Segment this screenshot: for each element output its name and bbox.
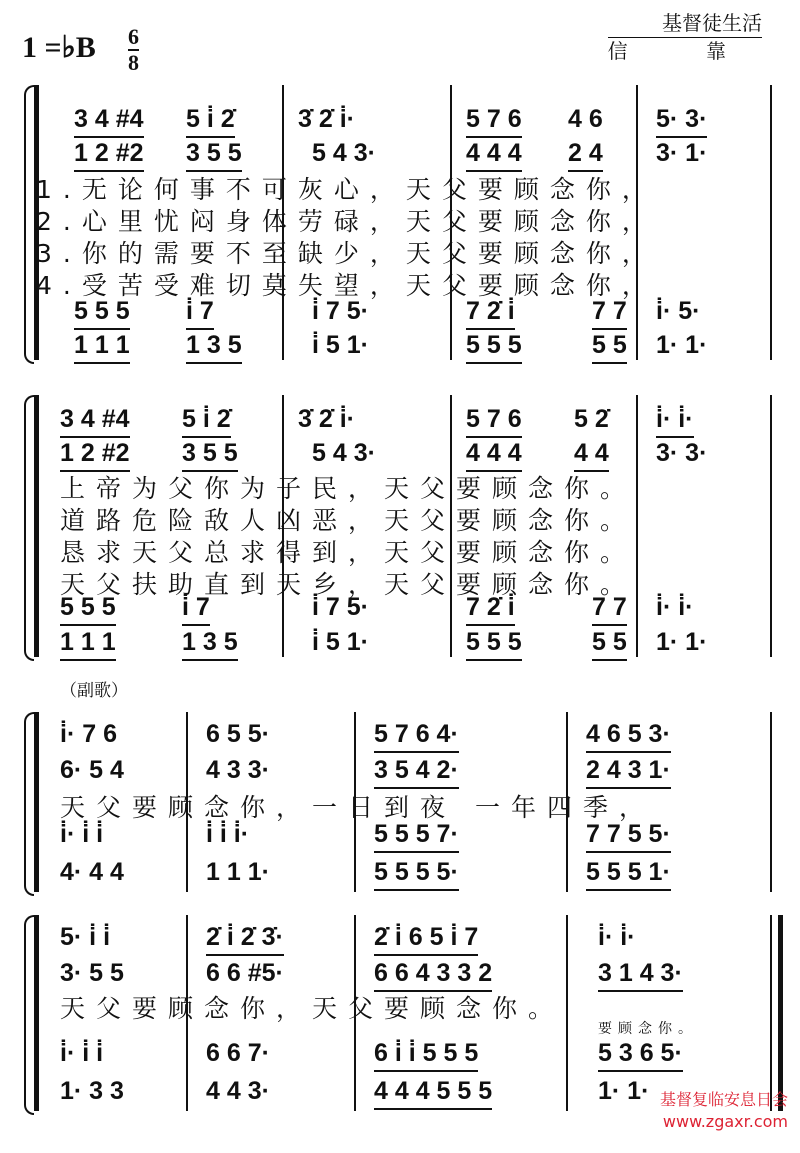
note-row [0,628,800,658]
note-group: 5 5 5 [60,593,116,626]
note-row [0,923,800,953]
note-group: 5 4 3· [312,139,376,167]
lyric-line: 道路危险敌人凶恶，天父要顾念你。 [60,506,637,535]
note-group: 3 4 #4 [74,105,144,138]
note-group: 3 1 4 3· [598,959,683,992]
note-group: 1· 3 3 [60,1077,124,1105]
note-group: 1 1 1 [60,628,116,661]
note-row [0,1039,800,1069]
note-row [0,858,800,888]
note-group: 6 5 5· [206,720,270,748]
note-group: 5 3 6 5· [598,1039,683,1072]
note-group: 6 6 7· [206,1039,270,1067]
song-attribution [608,10,762,64]
note-group: 4· 4 4 [60,858,124,886]
watermark [660,1089,788,1133]
note-row [0,959,800,989]
note-group: 5 5 5 [466,331,522,364]
score-system [0,915,800,1111]
lyric-line: 1.无论何事不可灰心，天父要顾念你， [36,175,658,204]
note-group: 3 5 5 [182,439,238,472]
note-group: 1· 1· [656,628,708,656]
note-group: 4 6 5 3· [586,720,671,753]
lyric-line: 恳求天父总求得到，天父要顾念你。 [60,538,637,567]
note-group: 7 2̇ i̇ [466,593,515,626]
note-group: 5 5 [592,331,627,364]
note-row [0,105,800,135]
time-signature-top: 6 [128,24,139,49]
note-row [0,720,800,750]
note-group: 4 6 [568,105,603,133]
note-group: 3· 5 5 [60,959,124,987]
time-signature [128,26,139,74]
note-group: 7 7 [592,297,627,330]
note-group: i̇· i̇· [656,405,694,438]
note-group: i̇ i̇ i̇· [206,820,250,848]
note-group: 4 3 3· [206,756,270,784]
note-group: 1· 1· [656,331,708,359]
note-group: 4 4 [574,439,609,472]
chorus-label: （副歌） [60,681,128,701]
note-group: 5 5 5 7· [374,820,459,853]
note-group: 1 3 5 [186,331,242,364]
note-row [0,331,800,361]
note-group: 5 5 5 5· [374,858,459,891]
note-group: 5 5 [592,628,627,661]
note-group: 1 3 5 [182,628,238,661]
note-group: 3· 1· [656,139,708,167]
note-group: 1 1 1 [74,331,130,364]
note-group: i̇ 7 5· [312,297,369,325]
lyric-line: 4.受苦受难切莫失望，天父要顾念你， [36,271,658,300]
note-group: 6 6 #5· [206,959,284,987]
note-group: 3̇ 2̇ i̇· [298,405,355,433]
note-group: 4 4 3· [206,1077,270,1105]
watermark-url: www.zgaxr.com [662,1112,788,1131]
note-group: 5· i̇ i̇ [60,923,111,951]
lyric-line: 天父要顾念你，天父要顾念你。 [60,994,565,1023]
source-label: 基督徒生活 [608,10,762,38]
note-row [0,405,800,435]
score-system [0,712,800,892]
note-group: i̇· i̇ i̇ [60,1039,104,1067]
note-row [0,756,800,786]
note-group: 5 7 6 4· [374,720,459,753]
note-group: i̇ 5 1· [312,331,369,359]
key-signature: 1 =♭B [22,31,96,64]
note-group: 6 i̇ i̇ 5 5 5 [374,1039,478,1072]
note-group: i̇· i̇· [656,593,694,621]
note-group: 2̇ i̇ 6 5 i̇ 7 [374,923,478,956]
author-label: 信 靠 [607,39,762,63]
note-group: i̇ 5 1· [312,628,369,656]
note-group: i̇· 5· [656,297,701,325]
note-group: i̇ 7 [182,593,210,626]
score-system [0,395,800,657]
note-group: 5 5 5 [466,628,522,661]
note-group: 5 i̇ 2̇ [182,405,231,438]
note-row [0,820,800,850]
note-group: 5 5 5 1· [586,858,671,891]
note-group: 2 4 3 1· [586,756,671,789]
lyric-line: 上帝为父你为子民，天父要顾念你。 [60,474,637,503]
note-group: 7 7 5 5· [586,820,671,853]
note-group: i̇ 7 [186,297,214,330]
note-group: 6· 5 4 [60,756,124,784]
note-group: i̇· 7 6 [60,720,117,748]
note-group: i̇· i̇· [598,923,636,951]
note-group: 5· 3· [656,105,707,138]
note-row [0,593,800,623]
note-group: 1 2 #2 [74,139,144,172]
time-signature-bottom: 8 [128,50,139,75]
note-group: 3· 3· [656,439,708,467]
note-group: 1 1 1· [206,858,270,886]
note-row [0,139,800,169]
lyric-line: 2.心里忧闷身体劳碌，天父要顾念你， [36,207,658,236]
note-group: 3 5 4 2· [374,756,459,789]
note-group: 4 4 4 [466,439,522,472]
lyric-line: 要顾念你。 [598,1021,698,1037]
note-group: i̇ 7 5· [312,593,369,621]
note-group: 4 4 4 [466,139,522,172]
note-group: 5 7 6 [466,405,522,438]
note-group: 3̇ 2̇ i̇· [298,105,355,133]
score-system [0,85,800,360]
note-group: 3 5 5 [186,139,242,172]
note-group: i̇· i̇ i̇ [60,820,104,848]
note-group: 1· 1· [598,1077,650,1105]
lyric-line: 天父扶助直到天乡，天父要顾念你。 [60,570,637,599]
lyric-line: 3.你的需要不至缺少，天父要顾念你， [36,239,658,268]
note-group: 3 4 #4 [60,405,130,438]
note-group: 4 4 4 5 5 5 [374,1077,492,1110]
watermark-name: 基督复临安息日会 [659,1090,788,1109]
note-group: 1 2 #2 [60,439,130,472]
note-row [0,439,800,469]
note-group: 6 6 4 3 3 2 [374,959,492,992]
note-group: 7 2̇ i̇ [466,297,515,330]
note-group: 7 7 [592,593,627,626]
note-group: 5 i̇ 2̇ [186,105,235,138]
note-row [0,297,800,327]
lyric-line: 天父要顾念你，一日到夜 一年四季， [60,793,655,822]
note-group: 5 5 5 [74,297,130,330]
note-group: 2 4 [568,139,603,172]
note-group: 2̇ i̇ 2̇ 3̇· [206,923,284,956]
note-group: 5 2̇ [574,405,609,433]
note-group: 5 4 3· [312,439,376,467]
note-group: 5 7 6 [466,105,522,138]
